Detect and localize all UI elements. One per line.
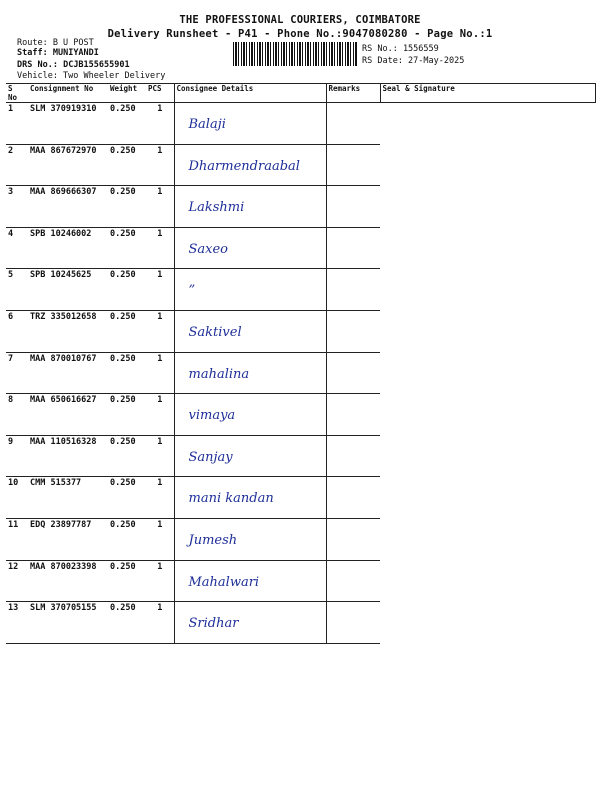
remarks bbox=[326, 602, 380, 644]
pcs: 1 bbox=[146, 560, 174, 602]
weight: 0.250 bbox=[108, 144, 146, 186]
pcs: 1 bbox=[146, 186, 174, 228]
consignment-no: SPB 10245625 bbox=[28, 269, 108, 311]
table-header-row bbox=[6, 84, 595, 103]
pcs: 1 bbox=[146, 394, 174, 436]
pcs: 1 bbox=[146, 518, 174, 560]
consignment-no: MAA 870023398 bbox=[28, 560, 108, 602]
remarks bbox=[326, 310, 380, 352]
col-sno: S No bbox=[6, 84, 28, 103]
runsheet-subtitle: Delivery Runsheet - P41 - Phone No.:9047080280 - Page No.:1 bbox=[107, 28, 493, 40]
weight: 0.250 bbox=[108, 310, 146, 352]
weight: 0.250 bbox=[108, 435, 146, 477]
row-sno: 11 bbox=[6, 518, 28, 560]
pcs: 1 bbox=[146, 310, 174, 352]
runsheet-table bbox=[6, 83, 596, 644]
weight: 0.250 bbox=[108, 269, 146, 311]
consignment-no: SLM 370705155 bbox=[28, 602, 108, 644]
row-sno: 7 bbox=[6, 352, 28, 394]
row-sno: 8 bbox=[6, 394, 28, 436]
remarks bbox=[326, 186, 380, 228]
consignee-details bbox=[174, 394, 326, 436]
row-sno: 5 bbox=[6, 269, 28, 311]
consignee-signature: Lakshmi bbox=[188, 200, 245, 216]
consignee-details bbox=[174, 227, 326, 269]
remarks bbox=[326, 560, 380, 602]
consignee-signature: Sridhar bbox=[188, 616, 239, 632]
row-sno: 10 bbox=[6, 477, 28, 519]
pcs: 1 bbox=[146, 269, 174, 311]
col-remarks: Remarks bbox=[326, 84, 380, 103]
col-weight: Weight bbox=[108, 84, 146, 103]
remarks bbox=[326, 352, 380, 394]
consignment-no: MAA 650616627 bbox=[28, 394, 108, 436]
staff-label: Staff: bbox=[17, 48, 48, 58]
consignee-details bbox=[174, 269, 326, 311]
consignment-no: SLM 370919310 bbox=[28, 103, 108, 145]
weight: 0.250 bbox=[108, 186, 146, 228]
table-row bbox=[6, 602, 595, 644]
consignee-details bbox=[174, 477, 326, 519]
consignment-no: EDQ 23897787 bbox=[28, 518, 108, 560]
table-row bbox=[6, 186, 595, 228]
table-row bbox=[6, 352, 595, 394]
vehicle-label: Vehicle: Two Wheeler Delivery bbox=[17, 71, 166, 81]
table-row bbox=[6, 227, 595, 269]
staff-line bbox=[17, 48, 99, 58]
consignment-no: MAA 870010767 bbox=[28, 352, 108, 394]
remarks bbox=[326, 144, 380, 186]
remarks bbox=[326, 435, 380, 477]
table-row bbox=[6, 518, 595, 560]
consignee-details bbox=[174, 310, 326, 352]
table-row bbox=[6, 560, 595, 602]
rs-date: RS Date: 27-May-2025 bbox=[362, 56, 465, 66]
consignee-signature: vimaya bbox=[188, 408, 236, 424]
weight: 0.250 bbox=[108, 518, 146, 560]
table-row bbox=[6, 269, 595, 311]
table-row bbox=[6, 144, 595, 186]
consignee-details bbox=[174, 186, 326, 228]
remarks bbox=[326, 518, 380, 560]
col-seal: Seal & Signature bbox=[380, 84, 595, 103]
pcs: 1 bbox=[146, 352, 174, 394]
weight: 0.250 bbox=[108, 560, 146, 602]
remarks bbox=[326, 227, 380, 269]
drs-label: DRS No.: bbox=[17, 60, 58, 70]
rs-no: RS No.: 1556559 bbox=[362, 44, 439, 54]
table-row bbox=[6, 394, 595, 436]
consignee-details bbox=[174, 435, 326, 477]
row-sno: 9 bbox=[6, 435, 28, 477]
consignee-details bbox=[174, 518, 326, 560]
remarks bbox=[326, 269, 380, 311]
pcs: 1 bbox=[146, 435, 174, 477]
col-pcs: PCS bbox=[146, 84, 174, 103]
consignee-signature: mani kandan bbox=[188, 491, 274, 507]
row-sno: 12 bbox=[6, 560, 28, 602]
consignment-no: MAA 869666307 bbox=[28, 186, 108, 228]
consignment-no: CMM 515377 bbox=[28, 477, 108, 519]
row-sno: 1 bbox=[6, 103, 28, 145]
col-consignee: Consignee Details bbox=[174, 84, 326, 103]
table-row bbox=[6, 435, 595, 477]
remarks bbox=[326, 103, 380, 145]
row-sno: 4 bbox=[6, 227, 28, 269]
barcode bbox=[233, 42, 357, 66]
pcs: 1 bbox=[146, 602, 174, 644]
weight: 0.250 bbox=[108, 227, 146, 269]
weight: 0.250 bbox=[108, 477, 146, 519]
table-row bbox=[6, 103, 595, 145]
pcs: 1 bbox=[146, 227, 174, 269]
consignment-no: SPB 10246002 bbox=[28, 227, 108, 269]
consignee-signature: Saktivel bbox=[188, 324, 242, 340]
table-row bbox=[6, 477, 595, 519]
consignee-details bbox=[174, 352, 326, 394]
consignee-signature: ” bbox=[188, 283, 196, 299]
route-label: Route: B U POST bbox=[17, 38, 94, 48]
consignee-details bbox=[174, 103, 326, 145]
pcs: 1 bbox=[146, 477, 174, 519]
weight: 0.250 bbox=[108, 602, 146, 644]
consignee-signature: Jumesh bbox=[188, 532, 238, 548]
drs-line bbox=[17, 60, 130, 70]
consignee-signature: Mahalwari bbox=[188, 574, 260, 590]
consignment-no: MAA 867672970 bbox=[28, 144, 108, 186]
consignee-signature: Balaji bbox=[188, 117, 226, 132]
consignee-signature: Sanjay bbox=[188, 449, 233, 465]
consignment-no: TRZ 335012658 bbox=[28, 310, 108, 352]
pcs: 1 bbox=[146, 144, 174, 186]
weight: 0.250 bbox=[108, 103, 146, 145]
remarks bbox=[326, 477, 380, 519]
company-title: THE PROFESSIONAL COURIERS, COIMBATORE bbox=[179, 14, 421, 26]
consignment-no: MAA 110516328 bbox=[28, 435, 108, 477]
row-sno: 13 bbox=[6, 602, 28, 644]
consignee-signature: Saxeo bbox=[188, 241, 229, 257]
remarks bbox=[326, 394, 380, 436]
table-row bbox=[6, 310, 595, 352]
row-sno: 2 bbox=[6, 144, 28, 186]
col-consignment: Consignment No bbox=[28, 84, 108, 103]
pcs: 1 bbox=[146, 103, 174, 145]
row-sno: 6 bbox=[6, 310, 28, 352]
consignee-details bbox=[174, 560, 326, 602]
weight: 0.250 bbox=[108, 394, 146, 436]
consignee-details bbox=[174, 602, 326, 644]
row-sno: 3 bbox=[6, 186, 28, 228]
consignee-signature: mahalina bbox=[188, 366, 250, 382]
consignee-signature: Dharmendraabal bbox=[188, 158, 300, 174]
consignee-details bbox=[174, 144, 326, 186]
weight: 0.250 bbox=[108, 352, 146, 394]
drs-value: DCJB155655901 bbox=[63, 60, 130, 70]
staff-value: MUNIYANDI bbox=[52, 48, 99, 58]
